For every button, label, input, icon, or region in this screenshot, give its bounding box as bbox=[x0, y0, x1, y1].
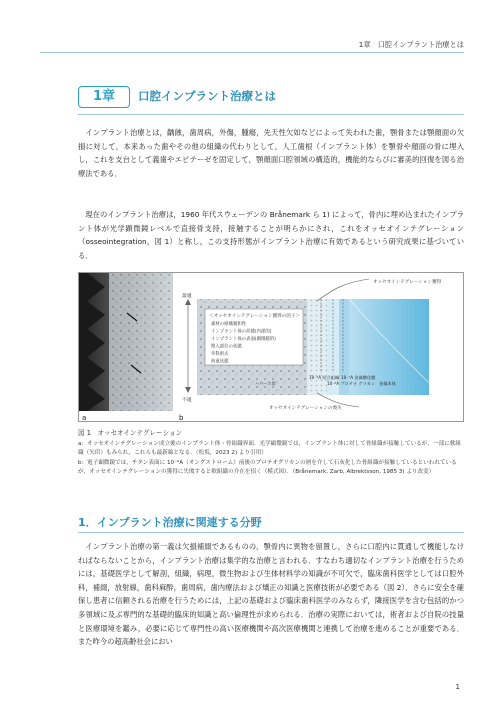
figure-caption-body bbox=[78, 440, 464, 478]
history-paragraph: 現在のインプラント治療は，1960 年代スウェーデンの Brånemark ら 1) によって，骨内に埋め込まれたインプラント体が光学顕微鏡レベルで直接骨支持，接触することが明らかにされ，これをオッセオインテグレーション（osseointegration，図 1）と称し，この支持形態がインプラント治療に有効であるという研究成果に基づいている． bbox=[78, 210, 464, 260]
region-label-oxide-film: 10⁻⁷A 金属酸化膜 bbox=[341, 375, 376, 380]
panel-b-label: b bbox=[179, 414, 184, 422]
factor-item: 荷重状態 bbox=[211, 359, 229, 365]
chapter-divider bbox=[78, 114, 464, 115]
section-title: 1．インプラント治療に関連する分野 bbox=[78, 516, 262, 529]
region-label-metal-body: 金属本体 bbox=[379, 381, 396, 386]
header-divider bbox=[40, 52, 464, 53]
factor-box-title: ＜オッセオインテグレーション獲得の因子＞ bbox=[209, 314, 301, 319]
figure-1-illustration bbox=[79, 273, 464, 422]
section-divider bbox=[78, 532, 464, 533]
chapter-title: 口腔インプラント治療とは bbox=[138, 89, 276, 103]
caption-line-b: b：電子顕微鏡では，チタン表面に 10⁻⁹A（オングストローム）前後のプロテオグリカンの層を介して石灰化した骨組織が接触しているといわれているが，オッセオインテグレーションの獲得に失敗すると軟組織の介在を招く（模式図）．（Brånemark, Zarb, Albrektsson, 1985 3) より改変） bbox=[78, 459, 457, 476]
figure-1 bbox=[78, 272, 464, 422]
intro-paragraph: インプラント治療とは，齲蝕，歯周病，外傷，腫瘍，先天性欠如などによって失われた歯，顎骨または顎顔面の欠損に対して，本来あった歯やその他の組織の代わりとして，人工歯根（インプラント体）を顎骨や顔面の骨に埋入し，これを支台として義歯やエピテーゼを固定して，顎顔面口腔領域の構造的，機能的ならびに審美的回復を図る治療法である． bbox=[78, 128, 464, 178]
panel-a-label: a bbox=[82, 414, 87, 422]
figure-poor-label: 不適 bbox=[182, 398, 192, 403]
figure-top-label: オッセオインテグレーション獲得 bbox=[373, 280, 442, 285]
panel-a-micrograph bbox=[79, 273, 173, 411]
running-head: 1章 口腔インプラント治療とは bbox=[358, 40, 464, 49]
figure-caption-title: 図 1 オッセオインテグレーション bbox=[78, 429, 183, 437]
factor-item: インプラント体の形態(内部的) bbox=[211, 329, 272, 335]
figure-bottom-label: オッセオインテグレーションの喪失 bbox=[269, 406, 342, 411]
page-number: 1 bbox=[455, 683, 460, 691]
factor-item: 外科術式 bbox=[211, 352, 229, 357]
panel-b-schematic bbox=[177, 273, 464, 411]
factor-item: 素材の組織親和性 bbox=[211, 322, 247, 327]
region-label-haversian-bone: ハバース骨 bbox=[255, 381, 276, 386]
chapter-number-badge: 1章 bbox=[78, 86, 130, 108]
factor-item: 埋入部位の状態 bbox=[211, 344, 242, 350]
region-label-proteoglycan: 10⁻⁸A プロテオ グリカン bbox=[327, 381, 376, 386]
section-paragraph: インプラント治療の第一義は欠損補綴であるものの，顎骨内に異物を留置し，さらに口腔内に貫通して機能しなければならないことから，インプラント治療は集学的な治療と言われる．すなわち適切なインプラント治療を行うためには，基礎医学として解剖，組織，病理，微生物および生体材料学の知識が不可欠で，臨床歯科医学としては口腔外科，補綴，放射線，歯科麻酔，歯周病，歯内療法および矯正の知識と医療技術が必要である（図 2）．さらに安全を確保し患者に信頼される治療を行うためには，上記の基礎および臨床歯科医学のみならず，隣接医学を含む包括的かつ多領域に及ぶ専門的な基礎的臨床的知識と高い倫理性が求められる．治療の実際においては，術者および自院の技量と医療環境を鑑み，必要に応じて専門性の高い医療機関や高次医療機関と連携して治療を進めることが重要である．また昨今の超高齢社会におい bbox=[78, 542, 464, 647]
region-label-connective-tissue: 10⁻⁹A 結合組織 bbox=[309, 375, 340, 380]
factor-item: インプラント体の表面(顕微鏡的) bbox=[211, 337, 276, 342]
caption-line-a: a：オッセオインテグレーション成立後のインプラント体・骨組織界面．光学顕微鏡では，インプラント体に対して骨組織が接触しているが，一部に軟組織（矢印）もみられ，これらも最新綿となる．（松坂，2023 2) より引用） bbox=[78, 441, 461, 457]
figure-optimal-label: 最適 bbox=[182, 294, 192, 299]
